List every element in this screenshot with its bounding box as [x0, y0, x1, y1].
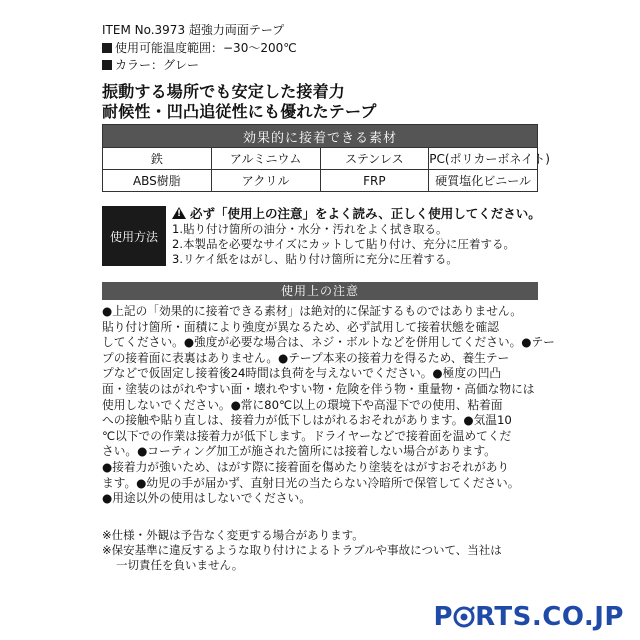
table-cell: ステンレス [320, 148, 429, 170]
catchphrase-line-1: 振動する場所でも安定した接着力 [102, 82, 346, 101]
caution-line: への接触や貼り直しは、接着力が低下しはがれるおそれがあります。●気温10 [102, 413, 512, 428]
square-bullet-icon [102, 60, 112, 70]
table-cell: アクリル [211, 170, 320, 192]
caution-text [102, 304, 555, 507]
caution-heading: 使用上の注意 [102, 282, 538, 300]
parts-logo [434, 602, 624, 632]
table-row [103, 148, 538, 170]
table-cell: ABS樹脂 [103, 170, 212, 192]
spec-temperature [102, 40, 297, 56]
catchphrase-line-2: 耐候性・凹凸追従性にも優れたテープ [102, 102, 377, 121]
caution-line: ます。●幼児の手が届かず、直射日光の当たらない冷暗所で保管してください。 [102, 475, 520, 490]
logo-prefix: P [433, 602, 454, 632]
logo-suffix: RTS.CO.JP [475, 602, 624, 632]
footnote-line: ※仕様・外観は予告なく変更する場合があります。 [102, 528, 364, 542]
usage-step-2: 2.本製品を必要なサイズにカットして貼り付け、充分に圧着する。 [172, 237, 515, 251]
caution-line: プなどで仮固定し接着後24時間は負荷を与えないでください。●極度の凹凸 [102, 366, 502, 381]
materials-table-title: 効果的に接着できる素材 [103, 125, 538, 148]
caution-line: 面・塗装のはがれやすい面・壊れやすい物・危険を伴う物・重量物・高価な物には [102, 381, 535, 396]
caution-line: してください。●強度が必要な場合は、ネジ・ボルトなどを併用してください。●テー [102, 335, 555, 350]
footnotes [102, 528, 542, 573]
table-cell: PC(ポリカーボネイト) [429, 148, 538, 170]
table-cell: アルミニウム [211, 148, 320, 170]
usage-step-3: 3.リケイ紙をはがし、貼り付け箇所に充分に圧着する。 [172, 252, 458, 266]
warning-icon [172, 207, 186, 219]
spec-temperature-text: 使用可能温度範囲：−30〜200℃ [115, 41, 297, 55]
spec-color-text: カラー：グレー [115, 58, 200, 72]
table-row [103, 170, 538, 192]
usage-warning [172, 206, 542, 222]
caution-line: ●用途以外の使用はしないでください。 [102, 491, 311, 506]
caution-line: 使用しないでください。●常に80℃以上の環境下や高湿下での使用、粘着面 [102, 397, 503, 412]
warning-icon-mark: ! [177, 209, 182, 219]
usage-label [102, 206, 166, 266]
item-title: ITEM No.3973 超強力両面テープ [102, 23, 285, 37]
usage-instructions [172, 206, 542, 267]
caution-line: 貼り付け箇所・面積により強度が異なるため、必ず試用して接着状態を確認 [102, 319, 499, 334]
table-cell: 鉄 [103, 148, 212, 170]
spec-color [102, 57, 199, 73]
logo-at-icon [453, 606, 475, 628]
footnote-line: 一切責任を負いません。 [116, 558, 244, 572]
caution-line: さい。●コーティング加工が施された箇所には接着しない場合があります。 [102, 444, 496, 459]
footnote-line: ※保安基準に違反するような取り付けによるトラブルや事故について、当社は [102, 543, 502, 557]
materials-table [102, 124, 550, 192]
square-bullet-icon [102, 43, 112, 53]
caution-line: ●上記の「効果的に接着できる素材」は絶対的に保証するものではありません。 [102, 304, 522, 318]
usage-label-text: 使用方法 [109, 229, 158, 244]
usage-warning-text: 必ず「使用上の注意」をよく読み、正しく使用してください。 [190, 206, 541, 221]
caution-line: プの接着面に表裏はありません。●テープ本来の接着力を得るため、養生テー [102, 350, 510, 365]
table-cell: 硬質塩化ビニール [429, 170, 538, 192]
table-cell: FRP [320, 170, 429, 192]
caution-line: ℃以下での作業は接着力が低下します。ドライヤーなどで接着面を温めてくだ [102, 428, 512, 443]
caution-line: ●接着力が強いため、はがす際に接着面を傷めたり塗装をはがすおそれがあり [102, 459, 510, 474]
usage-step-1: 1.貼り付け箇所の油分・水分・汚れをよく拭き取る。 [172, 222, 448, 236]
